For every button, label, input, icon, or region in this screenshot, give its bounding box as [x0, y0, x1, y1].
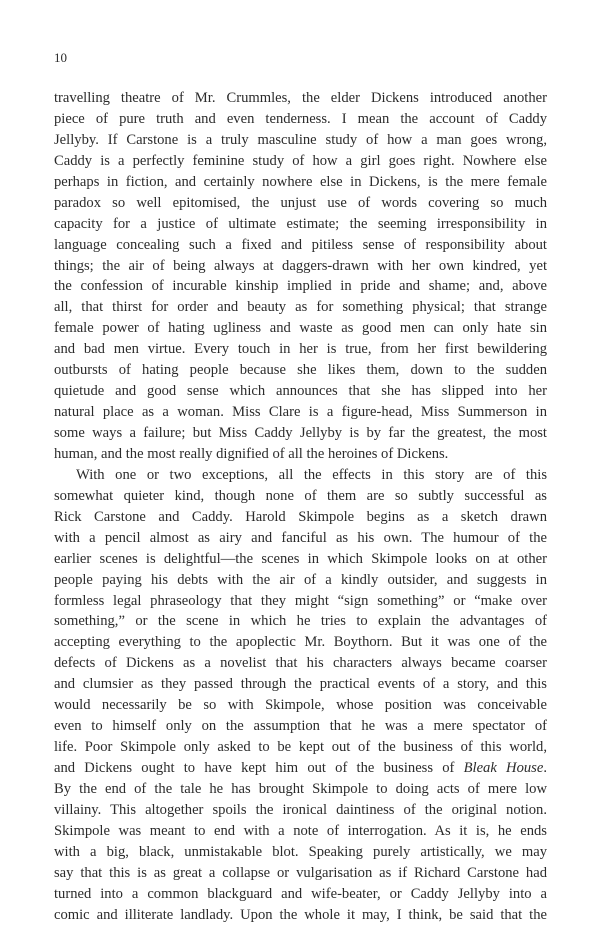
- text-line: with a pencil almost as airy and fanciful as his own. The humour of the: [54, 529, 547, 546]
- text-line: things; the air of being always at daggers-drawn with her own kindred, yet: [54, 257, 547, 274]
- text-line: travelling theatre of Mr. Crummles, the elder Dickens introduced another: [54, 90, 547, 106]
- text-line: the confession of incurable kinship implied in pride and shame; and, above: [54, 278, 547, 295]
- text-line: Skimpole was meant to end with a note of interrogation. As it is, he ends: [54, 822, 547, 839]
- text-line: paradox so well epitomised, the unjust use of words covering so much: [54, 194, 547, 211]
- text-line: some ways a failure; but Miss Caddy Jellyby is by far the greatest, the most: [54, 425, 547, 441]
- text-line: with a big, black, unmistakable blot. Speaking purely artistically, we may: [54, 843, 547, 860]
- text-line: Jellyby. If Carstone is a truly masculine study of how a man goes wrong,: [54, 131, 547, 148]
- text-line: even to himself only on the assumption that he was a mere spectator of: [54, 718, 547, 735]
- text-line: would necessarily be so with Skimpole, whose position was conceivable: [54, 697, 547, 714]
- text-line: something,” or the scene in which he tries to explain the advantages of: [54, 613, 547, 630]
- text-line: defects of Dickens as a novelist that his characters always became coarser: [54, 655, 547, 672]
- text-line: piece of pure truth and even tenderness. I mean the account of Caddy: [54, 110, 547, 127]
- text-line: all, that thirst for order and beauty as for something physical; that strange: [54, 299, 547, 316]
- paragraph-2: [54, 465, 547, 926]
- text-line: By the end of the tale he has brought Skimpole to doing acts of mere low: [54, 780, 547, 797]
- text-line: Rick Carstone and Caddy. Harold Skimpole begins as a sketch drawn: [54, 508, 547, 525]
- text-line: somewhat quieter kind, though none of them are so subtly successful as: [54, 487, 547, 504]
- text-line: female power of hating ugliness and waste as good men can only hate sin: [54, 320, 547, 337]
- book-title: Bleak House: [463, 760, 544, 776]
- page-number: 10: [54, 50, 67, 65]
- text-line: say that this is as great a collapse or vulgarisation as if Richard Carstone had: [54, 864, 547, 881]
- text-line: villainy. This altogether spoils the ironical daintiness of the original notion.: [54, 801, 547, 818]
- text-line: people paying his debts with the air of a kindly outsider, and suggests in: [54, 571, 547, 588]
- text-line: capacity for a justice of ultimate estimate; the seeming irresponsibility in: [54, 215, 547, 232]
- text-line: perhaps in fiction, and certainly nowhere else in Dickens, is the mere female: [54, 173, 547, 190]
- text-line: human, and the most really dignified of all the heroines of Dickens.: [54, 445, 449, 462]
- text-line: Caddy is a perfectly feminine study of how a girl goes right. Nowhere else: [54, 152, 547, 169]
- text-line: With one or two exceptions, all the effects in this story are of this: [76, 466, 547, 483]
- text-line-end: .: [543, 760, 547, 776]
- text-line: and clumsier as they passed through the practical events of a story, and this: [54, 676, 547, 693]
- text-line: language concealing such a fixed and pitiless sense of responsibility about: [54, 236, 547, 253]
- text-line: and bad men virtue. Every touch in her is true, from her first bewildering: [54, 341, 547, 358]
- text-line: earlier scenes is delightful—the scenes in which Skimpole looks on at other: [54, 550, 547, 567]
- paragraph-1: [54, 88, 547, 465]
- text-line-start: and Dickens ought to have kept him out of the business of: [54, 760, 464, 776]
- text-line: accepting everything to the apoplectic Mr. Boythorn. But it was one of the: [54, 634, 547, 651]
- text-line: natural place as a woman. Miss Clare is a figure-head, Miss Summerson in: [54, 404, 547, 421]
- text-line: outbursts of hating people because she likes them, down to the sudden: [54, 362, 547, 379]
- text-line: comic and illiterate landlady. Upon the whole it may, I think, be said that the: [54, 906, 547, 923]
- text-line: formless legal phraseology that they might “sign something” or “make over: [54, 592, 547, 609]
- text-line: quietude and good sense which announces that she has slipped into her: [54, 383, 547, 400]
- text-line: [54, 758, 547, 779]
- body-text: [54, 88, 547, 926]
- text-line: turned into a common blackguard and wife-beater, or Caddy Jellyby into a: [54, 885, 547, 902]
- text-line: life. Poor Skimpole only asked to be kept out of the business of this world,: [54, 739, 547, 756]
